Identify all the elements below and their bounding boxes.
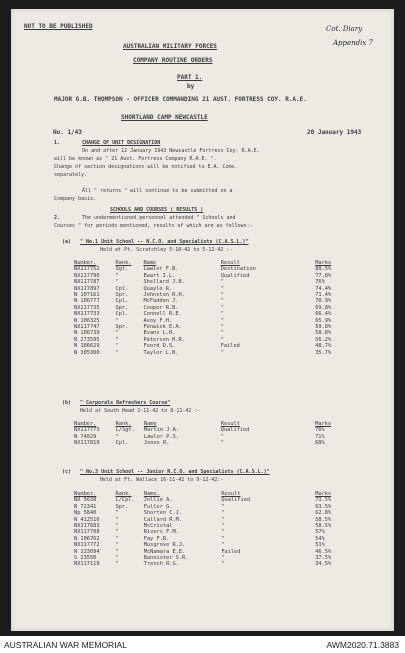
table-row <box>74 350 354 356</box>
course-a-title: " No.1 Unit School -- N.C.O. and Specialists (C.A.S.L.)" <box>80 239 249 245</box>
cell-result: " <box>220 279 224 286</box>
cell-rank: L/Sgt. <box>115 427 135 434</box>
cell-marks: 62.8% <box>315 510 332 517</box>
cell-marks: 48.7% <box>315 343 332 350</box>
section-1-title: CHANGE OF UNIT DESIGNATION <box>82 140 161 146</box>
section-1-text: All " returns " will continue to be submitted on a <box>82 188 233 194</box>
cell-marks: 71% <box>315 433 325 440</box>
column-header: Name. <box>143 491 160 497</box>
cell-name: Trench R.G. <box>143 561 179 568</box>
cell-marks: 63.5% <box>315 503 332 510</box>
cell-number: N 412510 <box>74 516 100 523</box>
cell-result: " <box>221 510 225 517</box>
cell-name: Fenwick E.A. <box>143 324 182 331</box>
cell-rank: " <box>115 516 119 523</box>
cell-number: N 133094 <box>74 548 100 555</box>
handwritten-note-line1: Cot. Diary <box>326 25 363 33</box>
section-1-text: On and after 12 January 1943 Newcastle Fortress Coy. R.A.E. <box>82 148 260 154</box>
cell-result: " <box>220 433 224 440</box>
cell-result: Destination <box>220 266 256 273</box>
cell-rank: " <box>115 279 119 286</box>
cell-name: Ewart I.L. <box>143 272 176 279</box>
cell-result: " <box>221 561 225 568</box>
cell-name: Lawlor P.S. <box>143 433 180 440</box>
section-2-title: SCHOOLS AND COURSES ( RESULTS ) <box>110 207 204 213</box>
footer-accession-number: AWM2020.71.3883 <box>326 640 399 650</box>
restriction-stamp: NOT TO BE PUBLISHED <box>24 23 93 30</box>
cell-marks: 58.5% <box>315 516 332 523</box>
cell-result: " <box>220 304 224 311</box>
cell-result: " <box>221 535 225 542</box>
cell-marks: 65.9% <box>315 317 332 324</box>
cell-marks: 70.9% <box>315 298 332 305</box>
cell-rank: Cpl. <box>115 311 129 318</box>
course-c-label: (c) <box>62 469 72 475</box>
cell-result: Qualified <box>221 497 251 504</box>
cell-result: " <box>221 523 225 530</box>
organisation-heading: AUSTRALIAN MILITARY FORCES <box>123 43 217 50</box>
section-1-text: Change of section designations will be notified to E.A. Coms. <box>54 164 238 170</box>
cell-name: Connell R.E. <box>143 311 182 318</box>
cell-number: N 106629 <box>74 343 100 350</box>
cell-number: N 305300 <box>74 349 100 356</box>
cell-number: N 106739 <box>74 330 100 337</box>
cell-result: " <box>220 440 224 447</box>
cell-name: Johnston R.H. <box>143 292 185 299</box>
column-header: Number. <box>74 491 97 497</box>
cell-marks: 46.5% <box>315 548 332 555</box>
column-header: Marks <box>315 421 332 427</box>
cell-name: Paterson H.R. <box>143 336 185 343</box>
column-header: Name <box>143 260 157 266</box>
cell-rank: Spr. <box>115 503 129 510</box>
cell-result: Qualified <box>220 427 250 434</box>
cell-name: Lawlor F.B. <box>143 266 179 273</box>
course-c-results-table <box>74 491 354 568</box>
cell-number: Np 5840 <box>74 510 97 517</box>
cell-name: Shorten C.J. <box>143 510 183 517</box>
cell-marks: 74.4% <box>315 285 332 292</box>
cell-marks: 58.8% <box>315 330 332 337</box>
cell-number: N 74029 <box>74 433 97 440</box>
cell-number: NX 5638 <box>74 497 97 504</box>
section-1-number: 1. <box>54 140 61 146</box>
cell-rank: " <box>115 349 119 356</box>
cell-result: " <box>220 292 224 299</box>
cell-number: NX117897 <box>74 285 100 292</box>
cell-marks: 80.5% <box>315 266 332 273</box>
section-2-number: 2. <box>54 215 61 221</box>
course-b-title: " Corporals Refreshers Course" <box>80 400 171 406</box>
cell-number: NX117773 <box>74 427 100 434</box>
column-header: Result <box>220 421 240 427</box>
cell-marks: 69.8% <box>315 304 332 311</box>
cell-number: NX117819 <box>74 440 100 447</box>
cell-number: N 72341 <box>74 503 97 510</box>
table-row <box>74 440 354 446</box>
order-date: 20 January 1943 <box>307 129 362 136</box>
course-a-results-table <box>74 260 354 356</box>
cell-number: NX117772 <box>74 542 100 549</box>
cell-marks: 77.8% <box>315 272 332 279</box>
cell-rank: " <box>115 343 119 350</box>
cell-rank: Spr. <box>115 292 129 299</box>
cell-marks: 56.2% <box>315 336 332 343</box>
cell-rank: " <box>115 523 119 530</box>
course-b-held: Held at South Head 2-11-42 to 8-11-42 :- <box>80 408 201 414</box>
cell-name: McCristal <box>143 523 173 530</box>
cell-marks: 58.5% <box>315 523 332 530</box>
cell-number: N 107161 <box>74 292 100 299</box>
cell-rank: " <box>115 529 119 536</box>
cell-name: Callard R.M. <box>143 516 183 523</box>
cell-result: " <box>221 555 225 562</box>
cell-result: " <box>220 349 224 356</box>
cell-number: NX117733 <box>74 311 100 318</box>
cell-number: NX117708 <box>74 529 100 536</box>
cell-rank: Spr. <box>115 304 129 311</box>
cell-result: " <box>221 542 225 549</box>
section-1-text: Company basis. <box>54 196 97 202</box>
course-b-label: (b) <box>62 400 72 406</box>
cell-result: " <box>220 285 224 292</box>
part-heading: PART 1. <box>177 74 203 81</box>
cell-name: Cooper R.B. <box>143 304 179 311</box>
cell-result: " <box>220 317 224 324</box>
cell-number: N 106325 <box>74 317 100 324</box>
cell-number: NX117747 <box>74 324 100 331</box>
section-2-text: The undermentioned personnel attended " Schools and <box>82 215 236 221</box>
cell-rank: " <box>115 336 119 343</box>
column-header: Marks <box>315 491 332 497</box>
cell-marks: 59.8% <box>315 324 332 331</box>
cell-result: " <box>220 298 224 305</box>
cell-rank: " <box>115 555 119 562</box>
cell-number: NX117683 <box>74 523 100 530</box>
order-number: No. 1/43 <box>53 129 82 136</box>
cell-rank: " <box>115 330 119 337</box>
cell-name: McNamara E.E. <box>143 548 186 555</box>
cell-rank: " <box>115 561 119 568</box>
cell-name: Evans L.H. <box>143 330 176 337</box>
cell-name: Martin J.A. <box>143 427 180 434</box>
cell-rank: " <box>115 510 119 517</box>
column-header: Rank. <box>115 491 132 497</box>
cell-rank: " <box>115 548 119 555</box>
cell-result: " <box>220 311 224 318</box>
cell-rank: " <box>115 272 119 279</box>
cell-result: " <box>220 336 224 343</box>
cell-name: Fay F.R. <box>143 535 170 542</box>
cell-name: Fuller G. <box>143 503 173 510</box>
cell-marks: 34.5% <box>315 561 332 568</box>
column-header: Marks <box>315 260 332 266</box>
cell-rank: " <box>115 542 119 549</box>
cell-marks: 35.7% <box>315 349 332 356</box>
cell-number: NX117752 <box>74 266 100 273</box>
column-header: Rank. <box>115 260 132 266</box>
cell-number: NX117790 <box>74 272 100 279</box>
cell-name: Jollie A. <box>143 497 173 504</box>
cell-number: S 23550 <box>74 555 97 562</box>
column-header: Number. <box>74 421 97 427</box>
handwritten-note-line2: Appendix 7 <box>333 39 374 47</box>
cell-rank: Spr. <box>115 324 129 331</box>
cell-rank: " <box>115 433 119 440</box>
table-row <box>74 561 354 567</box>
cell-result: " <box>221 503 225 510</box>
cell-marks: 51% <box>315 542 325 549</box>
column-header: Rank. <box>115 421 132 427</box>
cell-rank: Sgt. <box>115 266 129 273</box>
cell-rank: Cpl. <box>115 285 129 292</box>
location-line: SHORTLAND CAMP NEWCASTLE <box>121 114 208 121</box>
cell-number: N 106777 <box>74 298 100 305</box>
cell-rank: Cpl. <box>115 440 129 447</box>
cell-result: Failed <box>221 548 241 555</box>
cell-number: NX117787 <box>74 279 100 286</box>
course-c-title: " No.3 Unit School -- Junior N.C.O. and Specialists (C.A.S.L.)" <box>80 469 270 475</box>
section-1-text: separately. <box>54 172 88 178</box>
cell-result: " <box>220 324 224 331</box>
cell-rank: Cpl. <box>115 298 129 305</box>
cell-marks: 57% <box>315 529 325 536</box>
cell-rank: L/Cpl. <box>115 497 135 504</box>
section-2-text: Courses " for periods mentioned, results of which are as follows:- <box>54 223 253 229</box>
cell-name: Shellard J.B. <box>143 279 185 286</box>
course-b-results-table <box>74 421 354 447</box>
course-a-held: Held at Pt. Scratchley 5-10-42 to 5-12-42 :- <box>100 247 233 253</box>
cell-name: Rivers F.M. <box>143 529 179 536</box>
cell-name: McFadden J. <box>143 298 179 305</box>
cell-marks: 54% <box>315 535 325 542</box>
cell-marks: 76% <box>315 279 325 286</box>
cell-result: " <box>220 330 224 337</box>
section-1-text: will be known as " 21 Aust. Fortress Company R.A.E. ". <box>54 156 217 162</box>
cell-name: Taylor L.N. <box>143 349 179 356</box>
cell-name: Quaylo R. <box>143 285 173 292</box>
cell-number: N 273595 <box>74 336 100 343</box>
column-header: Result <box>221 491 241 497</box>
cell-rank: " <box>115 535 119 542</box>
course-c-held: Held at Ft. Wallace 16-11-42 to 9-12-42:- <box>100 477 224 483</box>
cell-marks: 76% <box>315 427 325 434</box>
cell-number: NX117735 <box>74 304 100 311</box>
column-header: Name <box>143 421 157 427</box>
cell-rank: " <box>115 317 119 324</box>
cell-marks: 73.5% <box>315 497 332 504</box>
cell-result: " <box>221 516 225 523</box>
cell-number: NX117119 <box>74 561 100 568</box>
cell-marks: 37.5% <box>315 555 332 562</box>
cell-name: Avoy F.H. <box>143 317 173 324</box>
cell-marks: 71.4% <box>315 292 332 299</box>
cell-name: Jones R. <box>143 440 170 447</box>
footer-credit: AUSTRALIAN WAR MEMORIAL <box>4 640 127 650</box>
cell-result: Qualified <box>220 272 250 279</box>
column-header: Number. <box>74 260 97 266</box>
cell-number: N 106762 <box>74 535 100 542</box>
cell-name: Bannister S.R. <box>143 555 189 562</box>
course-a-label: (a) <box>62 239 72 245</box>
cell-marks: 66.4% <box>315 311 332 318</box>
cell-result: Failed <box>220 343 240 350</box>
column-header: Result <box>220 260 240 266</box>
cell-name: Musgrove R.J. <box>143 542 186 549</box>
orders-title: COMPANY ROUTINE ORDERS <box>133 57 213 64</box>
by-line: by <box>187 83 195 90</box>
cell-result: " <box>221 529 225 536</box>
officer-line: MAJOR G.B. THOMPSON - OFFICER COMMANDING 21 AUST. FORTRESS COY. R.A.E. <box>54 96 307 103</box>
cell-marks: 68% <box>315 440 325 447</box>
cell-name: Foord D.S. <box>143 343 176 350</box>
